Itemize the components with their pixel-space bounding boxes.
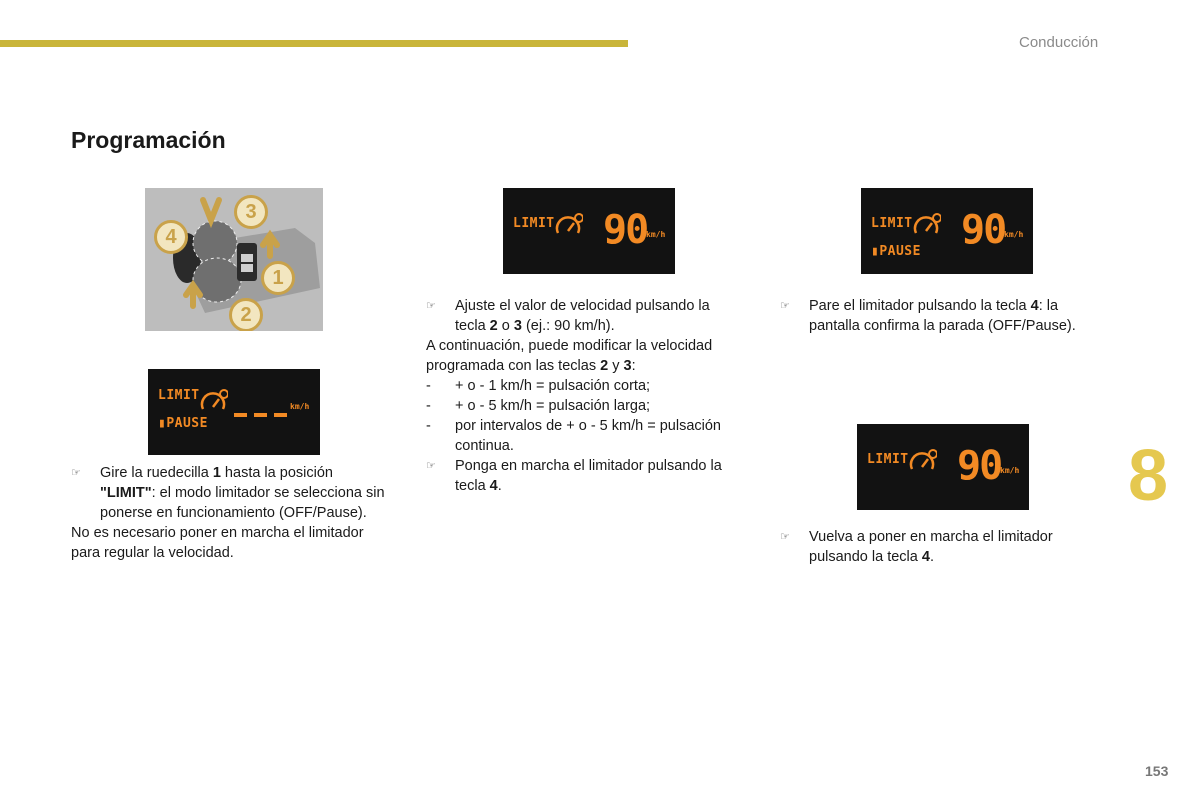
callout-3: 3 [234, 195, 268, 229]
display-pause-label: ▮PAUSE [871, 244, 921, 259]
instruction-bullet: ☞ Gire la ruedecilla 1 hasta la posición "LIMIT": el modo limitador se selecciona sin ponerse en funcionamiento (OFF/Pause). [71, 465, 385, 521]
display-dash [234, 413, 247, 417]
chapter-number: 8 [1128, 436, 1169, 516]
speedometer-icon [909, 449, 937, 475]
display-limit-label: LIMIT [158, 388, 200, 403]
section-label: Conducción [1019, 34, 1099, 51]
display-unit: km/h [646, 230, 666, 239]
display-pause-label: ▮PAUSE [158, 416, 208, 431]
callout-1: 1 [261, 261, 295, 295]
display-speed-value: 90 [603, 207, 648, 253]
display-limit-90 [503, 188, 675, 274]
display-limit-label: LIMIT [513, 216, 555, 231]
display-speed-value: 90 [957, 443, 1002, 489]
speedometer-icon [555, 213, 583, 239]
instruction-bullet: ☞ Pare el limitador pulsando la tecla 4: la pantalla confirma la parada (OFF/Pause). [780, 298, 1076, 334]
column-3-text-top [780, 296, 1100, 336]
page-number: 153 [1145, 763, 1169, 779]
display-unit: km/h [290, 402, 310, 411]
control-stalk-illustration [145, 188, 323, 331]
note-paragraph: No es necesario poner en marcha el limitador para regular la velocidad. [71, 525, 364, 561]
pointing-hand-icon: ☞ [426, 300, 436, 312]
page-title: Programación [71, 127, 226, 153]
instruction-bullet: ☞ Ponga en marcha el limitador pulsando la tecla 4. [426, 458, 722, 494]
speedometer-icon [913, 213, 941, 239]
display-dash [274, 413, 287, 417]
display-unit: km/h [1004, 230, 1024, 239]
display-speed-value: 90 [961, 207, 1006, 253]
pointing-hand-icon: ☞ [780, 531, 790, 543]
display-pause-90 [861, 188, 1033, 274]
pointing-hand-icon: ☞ [71, 467, 81, 479]
header-accent-bar [0, 40, 628, 47]
display-pause-dashes [148, 369, 320, 455]
instruction-bullet: ☞ Vuelva a poner en marcha el limitador pulsando la tecla 4. [780, 529, 1053, 565]
speedometer-icon [200, 389, 228, 415]
display-dash [254, 413, 267, 417]
callout-4: 4 [154, 220, 188, 254]
note-paragraph: A continuación, puede modificar la velocidad programada con las teclas 2 y 3: [426, 338, 713, 374]
display-limit-label: LIMIT [867, 452, 909, 467]
callout-2: 2 [229, 298, 263, 331]
column-1-text [71, 463, 389, 563]
column-3-text-bottom [780, 527, 1100, 567]
dash-item: - + o - 1 km/h = pulsación corta; [426, 378, 651, 394]
dash-item: - por intervalos de + o - 5 km/h = pulsación continua. [426, 418, 721, 454]
pointing-hand-icon: ☞ [426, 460, 436, 472]
column-2-text [426, 296, 744, 496]
pointing-hand-icon: ☞ [780, 300, 790, 312]
instruction-bullet: ☞ Ajuste el valor de velocidad pulsando la tecla 2 o 3 (ej.: 90 km/h). [426, 298, 710, 334]
dash-item: - + o - 5 km/h = pulsación larga; [426, 398, 651, 414]
display-resume-90 [857, 424, 1029, 510]
display-unit: km/h [1000, 466, 1020, 475]
display-limit-label: LIMIT [871, 216, 913, 231]
